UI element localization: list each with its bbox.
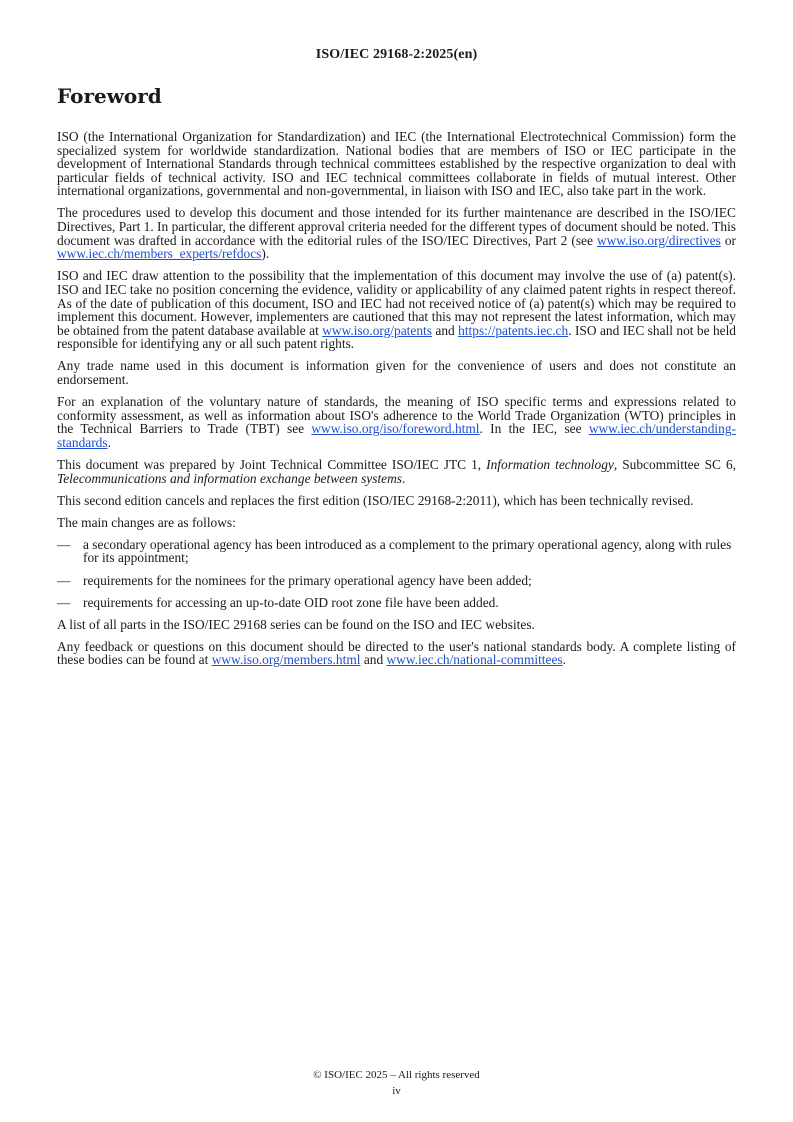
paragraph-text: .	[562, 652, 566, 668]
link-iso-patents[interactable]: www.iso.org/patents	[322, 322, 432, 338]
link-iso-foreword[interactable]: www.iso.org/iso/foreword.html	[311, 421, 480, 437]
paragraph-text: The procedures used to develop this document and those intended for its further maintenance are described in the ISO/IEC Directives, Part 1. In particular, the different approval criteria needed for the different types of document should be noted. This document was drafted in accordance with the editorial rules of the ISO/IEC Directives, Part 2 (see	[57, 205, 736, 248]
document-id-header: ISO/IEC 29168-2:2025(en)	[315, 47, 478, 62]
link-iec-national-committees[interactable]: www.iec.ch/national-committees	[386, 652, 563, 668]
dash-bullet: —	[57, 536, 71, 552]
page-title: Foreword	[57, 84, 162, 108]
paragraph-text: and	[360, 652, 387, 668]
paragraph-text: or	[720, 232, 736, 248]
copyright-notice: © ISO/IEC 2025 – All rights reserved	[313, 1069, 480, 1081]
committee-title-italic: Information technology	[486, 456, 614, 472]
link-iec-refdocs[interactable]: www.iec.ch/members_experts/refdocs	[57, 246, 262, 262]
paragraph-voluntary-nature	[57, 395, 736, 449]
page-number: iv	[392, 1085, 401, 1097]
page-footer	[0, 1067, 793, 1099]
paragraph-committee	[57, 458, 736, 485]
paragraph-text: For an explanation of the voluntary nature of standards, the meaning of ISO specific terms and expressions related to conformity assessment, as well as information about ISO's adherence to the World Trade Organization (WTO) principles in the Technical Barriers to Trade (TBT) see	[57, 394, 736, 437]
paragraph-text: .	[402, 470, 406, 486]
paragraph-procedures	[57, 206, 736, 260]
paragraph-series-list: A list of all parts in the ISO/IEC 29168 series can be found on the ISO and IEC websites.	[57, 616, 535, 632]
paragraph-text: . In the IEC, see	[479, 421, 589, 437]
link-iso-directives[interactable]: www.iso.org/directives	[596, 232, 721, 248]
list-item-text: a secondary operational agency has been introduced as a complement to the primary operational agency, along with rules for its appointment;	[83, 536, 732, 566]
paragraph-organizations: ISO (the International Organization for Standardization) and IEC (the International Electrotechnical Commission) form the specialized system for worldwide standardization. National bodies that are members of ISO or IEC participate in the development of International Standards through technical committees established by the respective organization to deal with particular fields of technical activity. ISO and IEC technical committees collaborate in fields of mutual interest. Other international organizations, governmental and non-governmental, in liaison with ISO and IEC, also take part in the work.	[57, 129, 736, 199]
paragraph-text: , Subcommittee SC 6,	[613, 456, 737, 472]
link-iso-members[interactable]: www.iso.org/members.html	[211, 652, 361, 668]
list-item	[57, 574, 736, 588]
dash-bullet: —	[57, 594, 71, 610]
paragraph-text: ).	[261, 246, 270, 262]
paragraph-text: . ISO and IEC shall not be held responsible for identifying any or all such patent rights.	[57, 322, 736, 352]
paragraph-main-changes-intro: The main changes are as follows:	[57, 514, 236, 530]
paragraph-text: and	[431, 322, 459, 338]
paragraph-text: Any feedback or questions on this document should be directed to the user's national standards body. A complete listing of these bodies can be found at	[57, 638, 736, 668]
list-item-text: requirements for accessing an up-to-date OID root zone file have been added.	[83, 594, 499, 610]
list-item	[57, 538, 736, 565]
paragraph-text: ISO and IEC draw attention to the possibility that the implementation of this document may involve the use of (a) patent(s). ISO and IEC take no position concerning the evidence, validity or applicability of any claimed patent rights in respect thereof. As of the date of publication of this document, ISO and IEC had not received notice of (a) patent(s) which may be required to implement this document. However, implementers are cautioned that this may not represent the latest information, which may be obtained from the patent database available at	[57, 268, 736, 338]
link-iec-understanding-standards[interactable]: www.iec.ch/understanding-standards	[57, 421, 736, 450]
foreword-body	[57, 130, 736, 676]
paragraph-edition: This second edition cancels and replaces the first edition (ISO/IEC 29168-2:2011), which has been technically revised.	[57, 492, 694, 508]
paragraph-feedback	[57, 640, 736, 667]
paragraph-text: This document was prepared by Joint Technical Committee ISO/IEC JTC 1,	[57, 456, 487, 472]
list-item	[57, 596, 736, 610]
subcommittee-title-italic: Telecommunications and information exchange between systems	[57, 470, 402, 486]
dash-bullet: —	[57, 572, 71, 588]
paragraph-patents	[57, 269, 736, 351]
paragraph-text: .	[107, 434, 111, 450]
link-iec-patents[interactable]: https://patents.iec.ch	[458, 322, 569, 338]
list-item-text: requirements for the nominees for the primary operational agency have been added;	[83, 572, 532, 588]
paragraph-trade-name: Any trade name used in this document is information given for the convenience of users and does not constitute an endorsement.	[57, 358, 736, 387]
